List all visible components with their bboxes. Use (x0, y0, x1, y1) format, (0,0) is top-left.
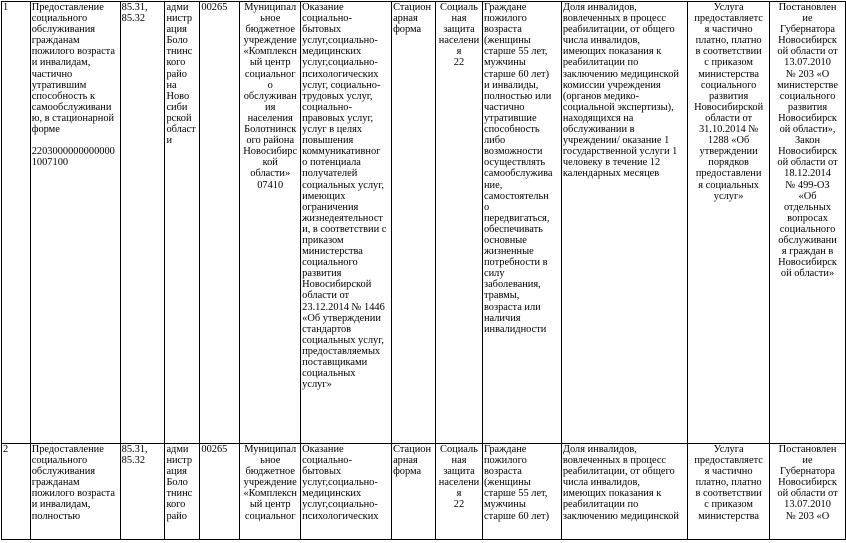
recipients-cell: Граждане пожилого возраста (женщины старше 55 лет, мужчины старше 60 лет) (482, 444, 561, 540)
payment-cell: Услуга предоставляетс я частично платно, платно в соответствии с приказом министерства социального развития Новосибирской области от 31.10.2014 № 1288 «Об утверждении порядков предоставлени я социальных услуг» (688, 2, 770, 444)
table-row (2, 444, 846, 540)
indicators-cell: Доля инвалидов, вовлеченных в процесс реабилитации, от общего числа инвалидов, имеющих показания к реабилитации по заключению медицинской (561, 444, 687, 540)
service-content-cell: Оказание социально- бытовых услуг,социально- медицинских услуг,социально- психологических услуг, социально- трудовых услуг, социально- правовых услуг, услуг в целях повышения коммуникативног о потенциала получателей социальных услуг, имеющих ограничения жизнедеятельност и, в соответствии с приказом министерства социального развития Новосибирской области от 23.12.2014 № 1446 «Об утверждении стандартов социальных услуг, предоставляемых поставщиками социальных услуг» (301, 2, 392, 444)
service-form-cell: Стацион арная форма (392, 444, 436, 540)
institution-cell: Муниципал ьное бюджетное учреждение «Комплексн ый центр социальног о обслуживан ия населения Болотнинск ого района Новосибирс кой области» 07410 (240, 2, 301, 444)
authority-cell: адми нистр ация Боло тнинс кого райо на Ново сиби рской област и (165, 2, 200, 444)
authority-cell: адми нистр ация Боло тнинс кого райо (165, 444, 200, 540)
service-form-cell: Стацион арная форма (392, 2, 436, 444)
code-cell: 00265 (200, 2, 240, 444)
recipients-cell: Граждане пожилого возраста (женщины старше 55 лет, мужчины старше 60 лет) и инвалиды, полностью или частично утратившие способность либо возможности осуществлять самообслужива ние, самостоятельн о передвигаться, обеспечивать основные жизненные потребности в силу заболевания, травмы, возраста или наличия инвалидности (482, 2, 561, 444)
service-content-cell: Оказание социально- бытовых услуг,социально- медицинских услуг,социально- психологических (301, 444, 392, 540)
institution-cell: Муниципал ьное бюджетное учреждение «Комплексн ый центр социальног (240, 444, 301, 540)
okved-code-cell: 85.31, 85.32 (120, 444, 165, 540)
legal-basis-cell: Постановлен ие Губернатора Новосибирск ой области от 13.07.2010 № 203 «О министерстве социального развития Новосибирск ой области», Закон Новосибирск ой области от 18.12.2014 № 499-ОЗ «Об отдельных вопросах социального обслуживани я граждан в Новосибирск ой области» (770, 2, 846, 444)
sphere-cell: Социаль ная защита населени я 22 (436, 2, 483, 444)
table-row (2, 2, 846, 444)
service-name-cell: Предоставление социального обслуживания гражданам пожилого возраста и инвалидам, частично утратившим способность к самообслуживани ю, в стационарной форме 2203000000000000 1007100 (30, 2, 120, 444)
row-number-cell: 2 (2, 444, 31, 540)
okved-code-cell: 85.31, 85.32 (120, 2, 165, 444)
service-name-cell: Предоставление социального обслуживания гражданам пожилого возраста и инвалидам, полностью (30, 444, 120, 540)
indicators-cell: Доля инвалидов, вовлеченных в процесс реабилитации, от общего числа инвалидов, имеющих показания к реабилитации по заключению медицинской комиссии учреждения (органов медико- социальной экспертизы), находящихся на обслуживании в учреждении/ оказание 1 государственной услуги 1 человеку в течение 12 календарных месяцев (561, 2, 687, 444)
code-cell: 00265 (200, 444, 240, 540)
sphere-cell: Социаль ная защита населени я 22 (436, 444, 483, 540)
row-number-cell: 1 (2, 2, 31, 444)
payment-cell: Услуга предоставляетс я частично платно, платно в соответствии с приказом министерства (688, 444, 770, 540)
services-registry-table (1, 1, 846, 540)
legal-basis-cell: Постановлен ие Губернатора Новосибирск ой области от 13.07.2010 № 203 «О (770, 444, 846, 540)
